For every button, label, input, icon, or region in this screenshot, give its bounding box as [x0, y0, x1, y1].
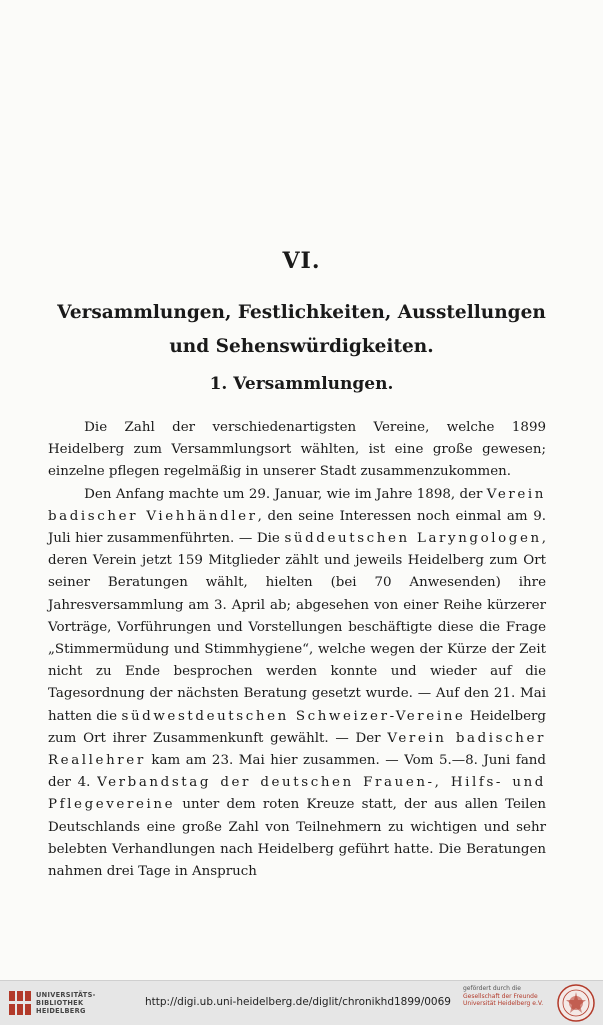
- sponsor-line-1: gefördert durch die: [463, 985, 521, 992]
- paragraph-2-text-k: unter dem roten Kreuze statt, der aus allen Teilen Deutschlands eine große Zahl von Teilnehmern zu wichtigen und sehr belebten Verhandlungen nach Heidelberg geführt hatte. Die Beratungen nahmen drei Tage in Anspruch: [48, 797, 546, 880]
- spaced-name-viehhaendler: Verein badischer Viehhändler: [48, 486, 546, 524]
- paragraph-2-text-i: kam am 23. Mai hier zusammen. — Vom 5.—8. Juni fand der 4.: [48, 753, 546, 791]
- chapter-title: [40, 296, 563, 364]
- section-title: 1. Versammlungen.: [209, 374, 394, 394]
- chapter-title-line-2: und Sehenswürdigkeiten.: [169, 336, 434, 357]
- paragraph-2-text-g: Heidelberg zum Ort ihrer Zusammenkunft gewählt. — Der: [48, 708, 546, 746]
- spaced-name-schweizer-vereine: südwestdeutschen Schweizer-Vereine: [121, 708, 466, 724]
- library-name-line-1: UNIVERSITÄTS-: [36, 991, 96, 999]
- paragraph-1: Die Zahl der verschiedenartigsten Vereine, welche 1899 Heidelberg zum Versammlungsort wählten, ist eine große gewesen; einzelne pflegen regelmäßig in unserer Stadt zusammenzukommen.: [48, 420, 546, 480]
- spaced-name-laryngologen: süddeutschen Laryngologen: [284, 531, 542, 547]
- spaced-name-reallehrer: Verein badischer Reallehrer: [48, 730, 546, 769]
- library-name-line-3: HEIDELBERG: [36, 1007, 86, 1015]
- body-text: [48, 417, 546, 883]
- chapter-title-line-1: Versammlungen, Festlichkeiten, Ausstellungen: [57, 302, 546, 323]
- chapter-number: VI.: [282, 248, 321, 274]
- university-library-logo-icon: [8, 989, 32, 1017]
- library-name: [36, 991, 96, 1015]
- viewer-footer: [0, 980, 603, 1025]
- sponsor-line-2: Gesellschaft der Freunde: [463, 992, 538, 1000]
- paragraph-2-text-c: , den seine Interessen noch einmal am 9. Juli hier zusammenführten. — Die: [48, 508, 547, 547]
- sponsor-credit: [463, 985, 543, 1008]
- library-name-line-2: BIBLIOTHEK: [36, 999, 84, 1007]
- sponsor-line-3: Universität Heidelberg e.V.: [463, 1000, 544, 1008]
- permalink-url[interactable]: http://digi.ub.uni-heidelberg.de/diglit/chronikhd1899/0069: [145, 996, 451, 1008]
- paragraph-2: [48, 484, 546, 884]
- paragraph-2-text-a: Den Anfang machte um 29. Januar, wie im Jahre 1898, der: [84, 486, 483, 502]
- spaced-name-verbandstag: Verbandstag der deutschen Frauen-, Hilfs- und Pflegevereine: [48, 775, 546, 813]
- university-seal-icon: [556, 983, 596, 1023]
- paragraph-2-text-e: , deren Verein jetzt 159 Mitglieder zählt und jeweils Heidelberg zum Ort seiner Beratungen wählt, hielten (bei 70 Anwesenden) ihre Jahresversammlung am 3. April ab; abgesehen von einer Reihe kürzerer Vorträge, Vorführungen und Vorstellungen beschäftigte diese die Frage „Stimmermüdung und Stimmhygiene“, welche wegen der Kürze der Zeit nicht zu Ende besprochen werden konnte und wieder auf die Tagesordnung der nächsten Beratung gesetzt wurde. — Auf den 21. Mai hatten die: [48, 531, 546, 724]
